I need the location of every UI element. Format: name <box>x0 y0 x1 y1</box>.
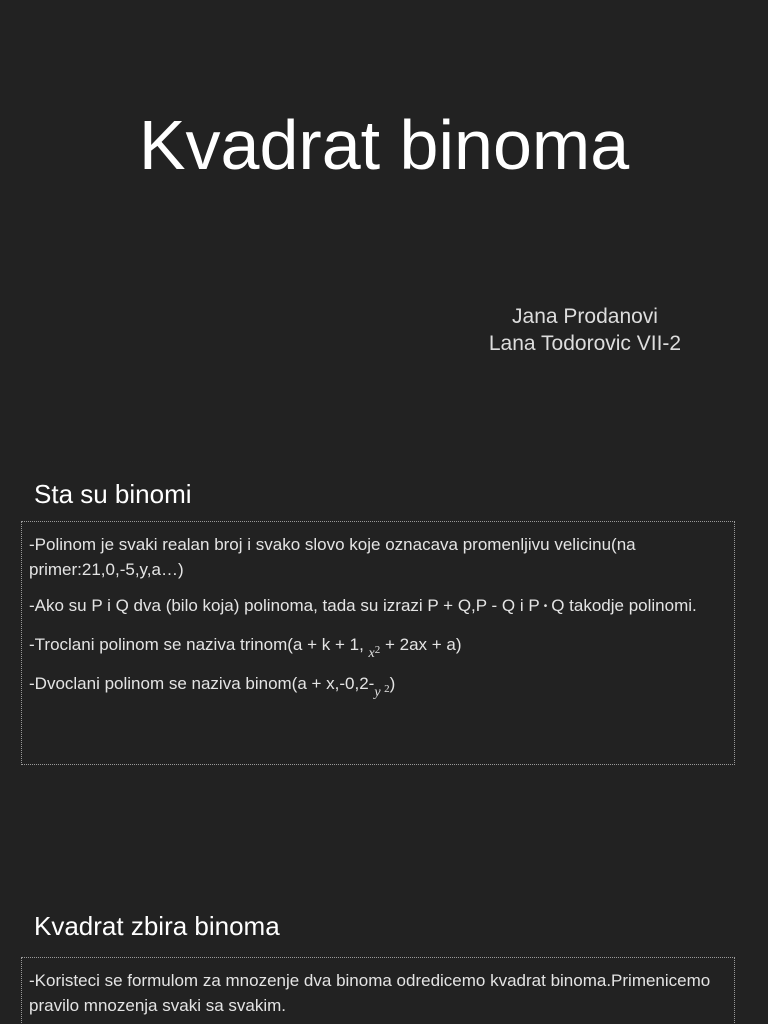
multiplication-dot: • <box>543 601 548 612</box>
paragraph-text: + 2ax + a) <box>384 635 462 654</box>
paragraph-text: Q takodje polinomi. <box>551 596 697 615</box>
content-box-binomi <box>21 521 735 765</box>
authors-block <box>460 303 710 357</box>
section-heading-kvadrat-zbira: Kvadrat zbira binoma <box>34 911 280 941</box>
content-box-kvadrat-zbira <box>21 957 735 1024</box>
paragraph-text: -Ako su P i Q dva (bilo koja) polinoma, tada su izrazi P + Q,P - Q i P <box>29 596 540 615</box>
paragraph-formula-intro: -Koristeci se formulom za mnozenje dva binoma odredicemo kvadrat binoma.Primenicemo pravilo mnozenja svaki sa svakim. <box>29 971 711 1015</box>
author-name: Jana Prodanovi <box>512 305 658 328</box>
paragraph-trinom <box>29 632 722 660</box>
paragraph-polinom-operations <box>29 593 722 621</box>
author-name: Lana Todorovic VII-2 <box>488 332 682 355</box>
math-x-squared: x2 <box>368 644 381 661</box>
paragraph-polinom-definition: -Polinom je svaki realan broj i svako slovo koje oznacava promenljivu velicinu(na primer:21,0,-5,y,a…) <box>29 535 636 579</box>
section-heading-binomi: Sta su binomi <box>34 479 192 509</box>
paragraph-text: -Dvoclani polinom se naziva binom(a + x,-0,2- <box>29 674 375 693</box>
paragraph-text: -Troclani polinom se naziva trinom(a + k + 1, <box>29 635 364 654</box>
math-y-squared: y 2 <box>374 683 390 700</box>
page-title: Kvadrat binoma <box>138 106 630 184</box>
paragraph-binom <box>29 671 722 699</box>
paragraph-text: ) <box>389 674 396 693</box>
